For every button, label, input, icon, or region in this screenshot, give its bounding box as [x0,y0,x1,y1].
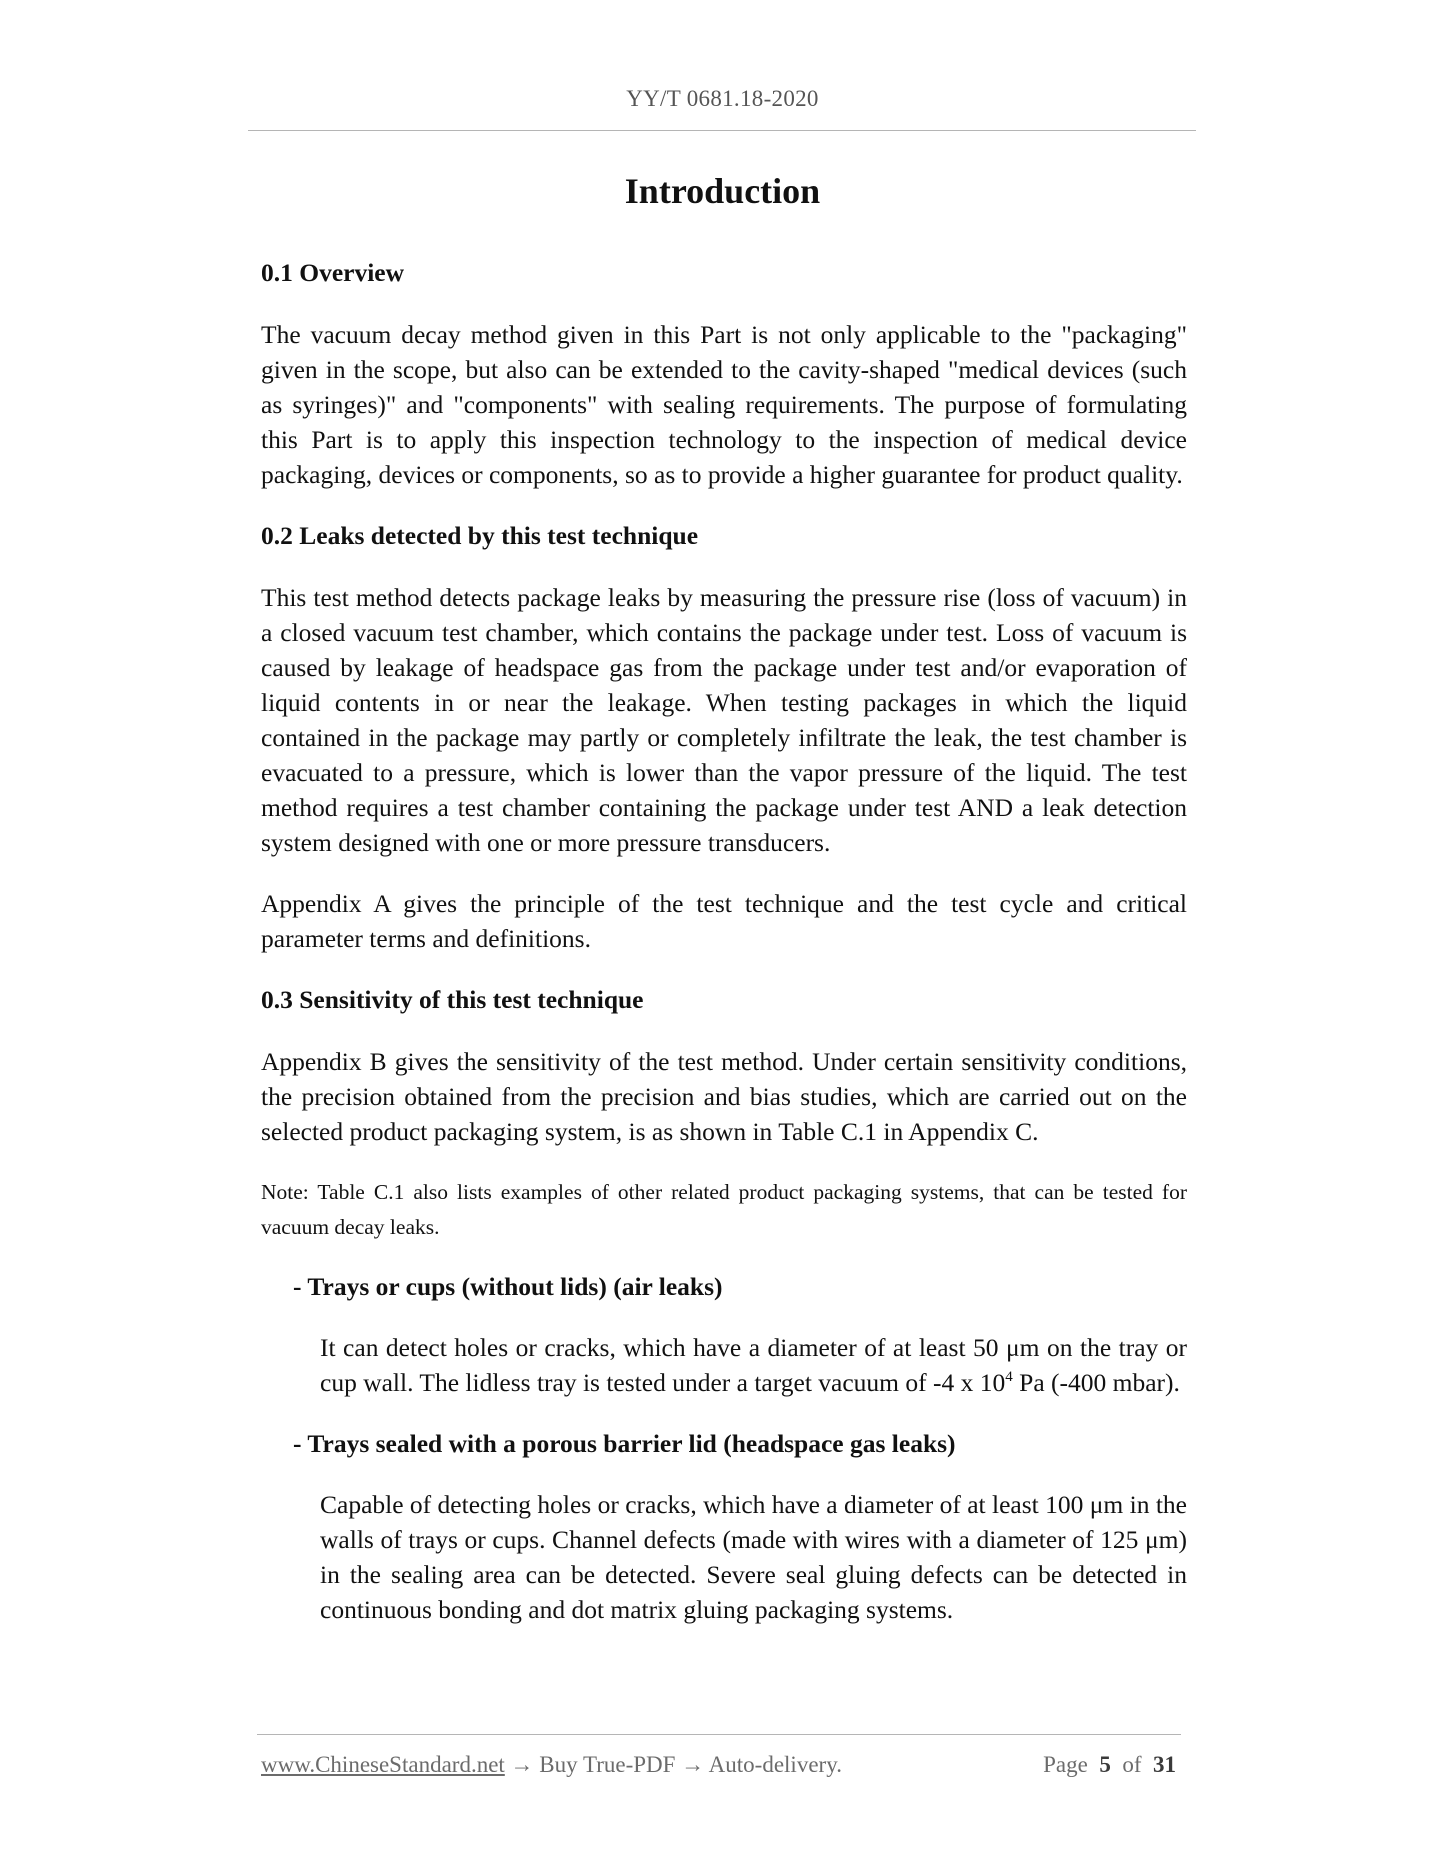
site-link[interactable]: www.ChineseStandard.net [261,1752,505,1777]
page-indicator [1043,1752,1176,1778]
of-label: of [1122,1752,1142,1777]
page-total: 31 [1153,1752,1176,1777]
arrow-icon: → [510,1752,534,1777]
item-text-trays-cups-main: It can detect holes or cracks, which have a diameter of at least 50 μm on the tray or cup wall. The lidless tray is tested under a target vacuum of -4 x 10 [320,1333,1187,1397]
item-text-trays-cups-tail: Pa (-400 mbar). [1012,1368,1180,1397]
page-number: 5 [1099,1752,1111,1777]
overview-paragraph: The vacuum decay method given in this Part is not only applicable to the "packaging" given in the scope, but also can be extended to the cavity-shaped "medical devices (such as syringes)" and "components" with sealing requirements. The purpose of formulating this Part is to apply this inspection technology to the inspection of medical device packaging, devices or components, so as to provide a higher guarantee for product quality. [261,320,1187,489]
delivery-text: Auto-delivery. [708,1752,842,1777]
page-title: Introduction [624,171,821,211]
exponent: 4 [1005,1369,1013,1385]
leaks-paragraph: This test method detects package leaks by measuring the pressure rise (loss of vacuum) in a closed vacuum test chamber, which contains the package under test. Loss of vacuum is caused by leakage of headspace gas from the package under test and/or evaporation of liquid contents in or near the leakage. When testing packages in which the liquid contained in the package may partly or completely infiltrate the leak, the test chamber is evacuated to a pressure, which is lower than the vapor pressure of the liquid. The test method requires a test chamber containing the package under test AND a leak detection system designed with one or more pressure transducers. [261,583,1187,857]
note-paragraph: Note: Table C.1 also lists examples of other related product packaging systems, that can be tested for vacuum decay leaks. [261,1180,1187,1239]
item-text-porous-lid: Capable of detecting holes or cracks, which have a diameter of at least 100 μm in the walls of trays or cups. Channel defects (made with wires with a diameter of 125 μm) in the sealing area can be detected. Severe seal gluing defects can be detected in continuous bonding and dot matrix gluing packaging systems. [320,1490,1187,1624]
item-heading-trays-cups: - Trays or cups (without lids) (air leaks) [293,1272,723,1301]
item-heading-porous-lid: - Trays sealed with a porous barrier lid (headspace gas leaks) [293,1429,956,1458]
section-heading-sensitivity: 0.3 Sensitivity of this test technique [261,985,644,1014]
page-label: Page [1043,1752,1088,1777]
sensitivity-paragraph: Appendix B gives the sensitivity of the test method. Under certain sensitivity conditions, the precision obtained from the precision and bias studies, which are carried out on the selected product packaging system, is as shown in Table C.1 in Appendix C. [261,1047,1187,1146]
section-heading-leaks: 0.2 Leaks detected by this test technique [261,521,699,550]
appendix-a-paragraph: Appendix A gives the principle of the test technique and the test cycle and critical parameter terms and definitions. [261,889,1187,953]
item-text-trays-cups [320,1330,1187,1400]
section-heading-overview: 0.1 Overview [261,258,405,287]
header-divider [248,130,1196,131]
footer-left [261,1752,842,1778]
running-header: YY/T 0681.18-2020 [626,86,819,111]
footer-divider [257,1734,1181,1735]
buy-text: Buy True-PDF [539,1752,676,1777]
arrow-icon: → [681,1752,705,1777]
page-footer [261,1752,1176,1784]
document-body [261,255,1187,1653]
